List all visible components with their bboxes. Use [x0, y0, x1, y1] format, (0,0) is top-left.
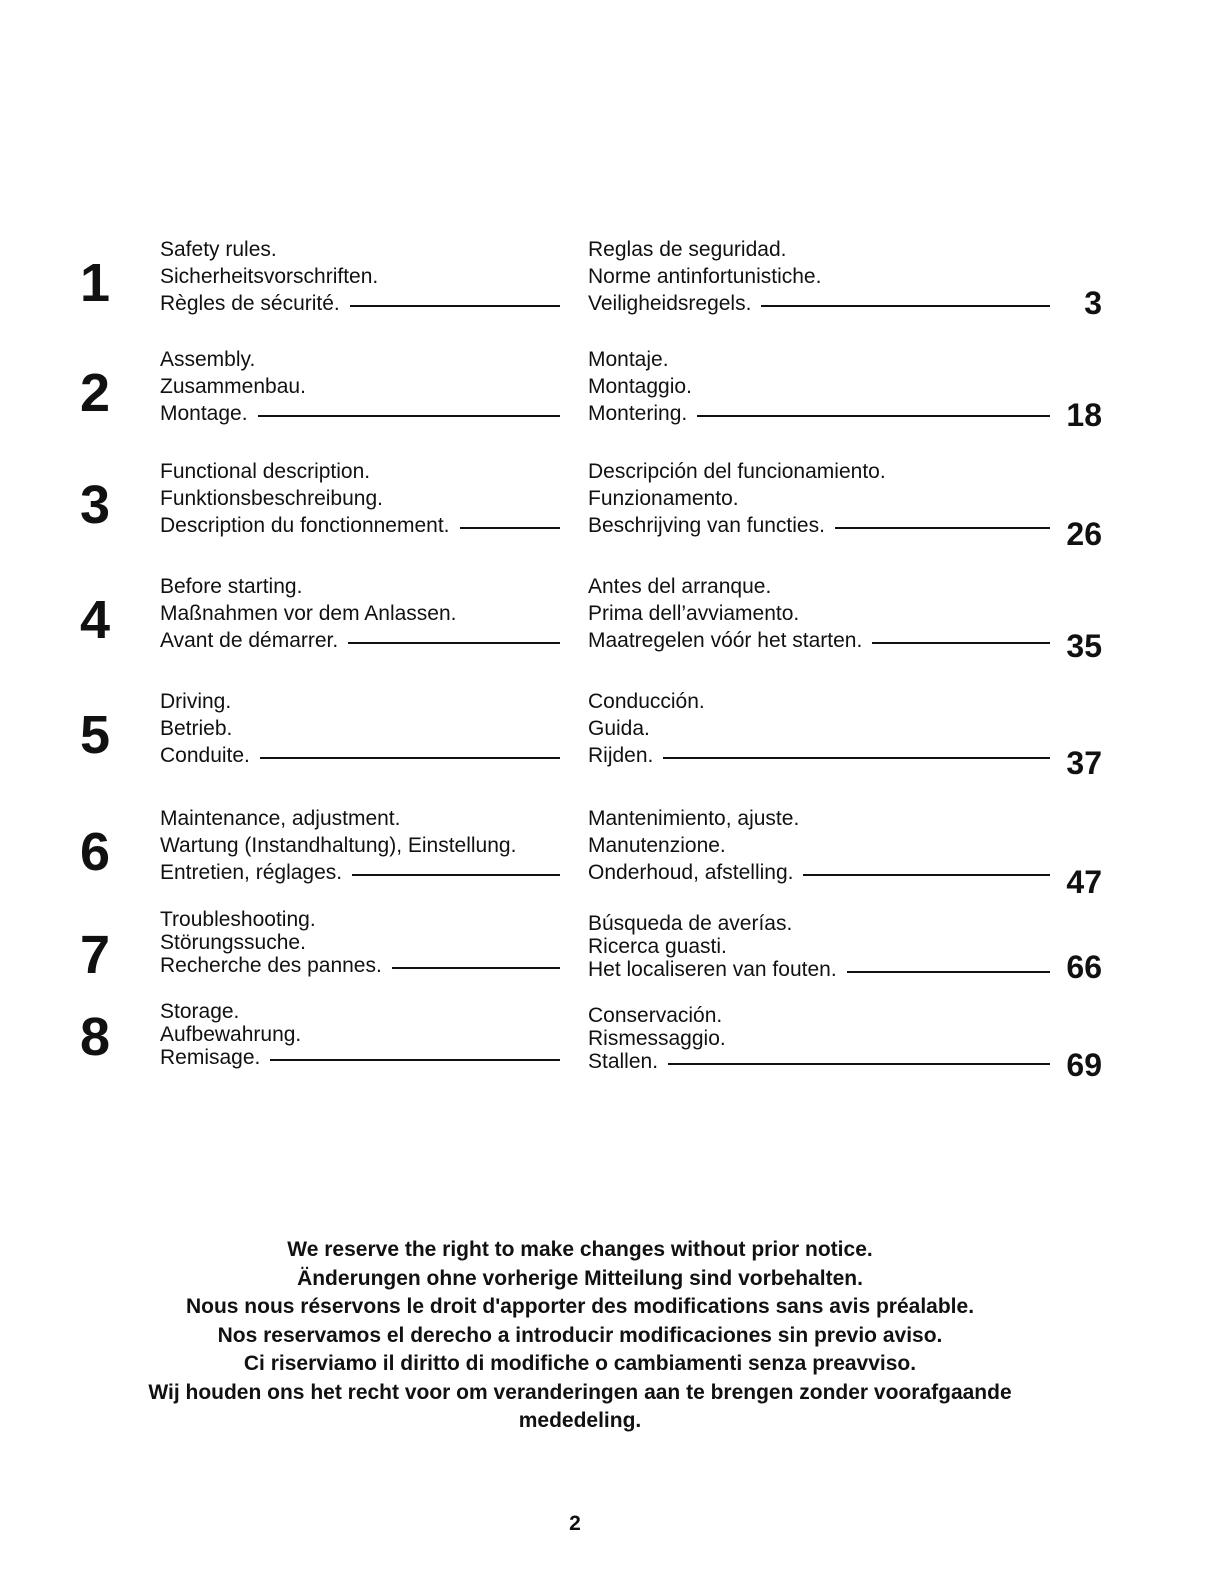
toc-left-column [160, 573, 560, 654]
leader-line [350, 305, 560, 307]
toc-title-en: Maintenance, adjustment. [160, 807, 401, 830]
toc-title-nl: Maatregelen vóór het starten. [588, 629, 863, 652]
toc-title-it: Manutenzione. [588, 834, 726, 857]
toc-title-en: Troubleshooting. [160, 908, 316, 931]
leader-line [460, 527, 561, 529]
notice-line-fr: Nous nous réservons le droit d'apporter des modifications sans avis préalable. [185, 1295, 975, 1318]
toc-title-nl-row [588, 627, 1050, 654]
section-number: 4 [79, 590, 111, 650]
toc-entry-6[interactable] [0, 805, 1210, 915]
page-ref: 69 [1066, 1047, 1102, 1083]
toc-entry-1[interactable] [0, 236, 1210, 346]
toc-title-en: Safety rules. [160, 238, 277, 261]
leader-line [803, 874, 1050, 876]
toc-title-es: Mantenimiento, ajuste. [588, 807, 800, 830]
notice-line-es: Nos reservamos el derecho a introducir modificaciones sin previo aviso. [217, 1323, 943, 1347]
section-number: 2 [79, 363, 111, 423]
toc-entry-2[interactable] [0, 346, 1210, 456]
toc-title-en: Assembly. [160, 348, 256, 371]
toc-title-it: Funzionamento. [588, 487, 739, 510]
toc-left-column [160, 346, 560, 427]
toc-right-column [588, 912, 1050, 981]
section-number: 5 [79, 705, 111, 765]
toc-title-nl-row [588, 859, 1050, 886]
toc-title-fr: Entretien, réglages. [160, 861, 343, 884]
leader-line [392, 967, 560, 969]
toc-title-fr-row [160, 1046, 560, 1069]
toc-title-de: Funktionsbeschreibung. [160, 487, 383, 510]
leader-line [697, 415, 1050, 417]
toc-title-en: Storage. [160, 1000, 240, 1023]
toc-title-fr: Avant de démarrer. [160, 629, 339, 652]
toc-right-column [588, 458, 1050, 539]
toc-right-column [588, 805, 1050, 886]
toc-title-fr: Règles de sécurité. [160, 292, 340, 315]
leader-line [348, 642, 560, 644]
toc-title-fr: Conduite. [160, 744, 250, 767]
leader-line [663, 757, 1050, 759]
toc-title-en: Driving. [160, 690, 232, 713]
toc-title-nl-row [588, 290, 1050, 317]
toc-title-nl: Montering. [588, 402, 688, 425]
leader-line [668, 1063, 1050, 1065]
toc-title-it: Rismessaggio. [588, 1027, 726, 1050]
toc-title-en: Before starting. [160, 575, 303, 598]
toc-title-es: Reglas de seguridad. [588, 238, 787, 261]
toc-title-es: Antes del arranque. [588, 575, 772, 598]
toc-title-nl: Stallen. [588, 1050, 659, 1073]
toc-title-es: Descripción del funcionamiento. [588, 460, 886, 483]
toc-left-column [160, 458, 560, 539]
toc-title-fr-row [160, 627, 560, 654]
page-ref: 3 [1084, 285, 1102, 321]
toc-entry-5[interactable] [0, 688, 1210, 798]
toc-title-de: Sicherheitsvorschriften. [160, 265, 379, 288]
toc-entry-8[interactable] [0, 1000, 1210, 1110]
toc-title-fr: Remisage. [160, 1046, 261, 1069]
leader-line [270, 1059, 560, 1061]
disclaimer-notice [40, 1236, 1120, 1436]
toc-right-column [588, 346, 1050, 427]
page-ref: 26 [1066, 516, 1102, 552]
toc-title-fr-row [160, 742, 560, 769]
notice-line-nl-cont: mededeling. [518, 1409, 642, 1432]
page-ref: 35 [1066, 628, 1102, 664]
toc-right-column [588, 688, 1050, 769]
toc-title-fr-row [160, 400, 560, 427]
page-ref: 37 [1066, 745, 1102, 781]
leader-line [761, 305, 1050, 307]
toc-title-fr-row [160, 290, 560, 317]
leader-line [835, 527, 1050, 529]
toc-right-column [588, 236, 1050, 317]
toc-left-column [160, 236, 560, 317]
page-ref: 66 [1066, 949, 1102, 985]
toc-title-de: Zusammenbau. [160, 375, 306, 398]
toc-title-es: Conservación. [588, 1004, 723, 1027]
toc-title-de: Wartung (Instandhaltung), Einstellung. [160, 834, 517, 857]
toc-title-nl: Veiligheidsregels. [588, 292, 752, 315]
toc-right-column [588, 573, 1050, 654]
toc-title-nl: Het localiseren van fouten. [588, 958, 837, 981]
toc-title-nl-row [588, 1050, 1050, 1073]
page-ref: 47 [1066, 864, 1102, 900]
page-ref: 18 [1066, 397, 1102, 433]
toc-entry-4[interactable] [0, 573, 1210, 683]
toc-title-nl-row [588, 400, 1050, 427]
toc-title-fr: Description du fonctionnement. [160, 514, 450, 537]
leader-line [847, 971, 1050, 973]
toc-title-nl: Rijden. [588, 744, 654, 767]
section-number: 3 [79, 475, 111, 535]
toc-title-de: Störungssuche. [160, 931, 306, 954]
page-number: 2 [569, 1512, 581, 1535]
notice-line-en: We reserve the right to make changes without prior notice. [287, 1238, 873, 1261]
toc-left-column [160, 1000, 560, 1069]
toc-title-fr: Montage. [160, 402, 248, 425]
leader-line [872, 642, 1050, 644]
toc-title-nl-row [588, 958, 1050, 981]
section-number: 8 [79, 1007, 111, 1067]
toc-title-nl-row [588, 512, 1050, 539]
toc-title-nl: Beschrijving van functies. [588, 514, 825, 537]
notice-line-de: Änderungen ohne vorherige Mitteilung sind vorbehalten. [297, 1266, 863, 1290]
notice-line-it: Ci riserviamo il diritto di modifiche o cambiamenti senza preavviso. [243, 1352, 917, 1375]
toc-title-it: Norme antinfortunistiche. [588, 265, 822, 288]
toc-title-it: Ricerca guasti. [588, 935, 727, 958]
toc-entry-3[interactable] [0, 458, 1210, 568]
toc-left-column [160, 688, 560, 769]
toc-title-fr-row [160, 954, 560, 977]
toc-title-es: Búsqueda de averías. [588, 912, 793, 935]
leader-line [258, 415, 560, 417]
leader-line [260, 757, 560, 759]
toc-title-de: Betrieb. [160, 717, 233, 740]
toc-title-nl: Onderhoud, afstelling. [588, 861, 794, 884]
leader-line [352, 874, 560, 876]
toc-title-es: Montaje. [588, 348, 669, 371]
toc-left-column [160, 805, 560, 886]
section-number: 7 [79, 925, 111, 985]
toc-title-fr-row [160, 859, 560, 886]
section-number: 1 [79, 253, 111, 313]
toc-left-column [160, 908, 560, 977]
notice-line-nl: Wij houden ons het recht voor om veranderingen aan te brengen zonder voorafgaande [148, 1380, 1012, 1404]
toc-title-de: Aufbewahrung. [160, 1023, 302, 1046]
toc-title-fr-row [160, 512, 560, 539]
toc-title-es: Conducción. [588, 690, 705, 713]
toc-title-it: Guida. [588, 717, 650, 740]
toc-title-it: Prima dell’avviamento. [588, 602, 800, 625]
toc-right-column [588, 1004, 1050, 1073]
toc-title-it: Montaggio. [588, 375, 692, 398]
section-number: 6 [79, 822, 111, 882]
toc-title-en: Functional description. [160, 460, 371, 483]
toc-title-de: Maßnahmen vor dem Anlassen. [160, 602, 457, 625]
toc-title-nl-row [588, 742, 1050, 769]
toc-title-fr: Recherche des pannes. [160, 954, 382, 977]
